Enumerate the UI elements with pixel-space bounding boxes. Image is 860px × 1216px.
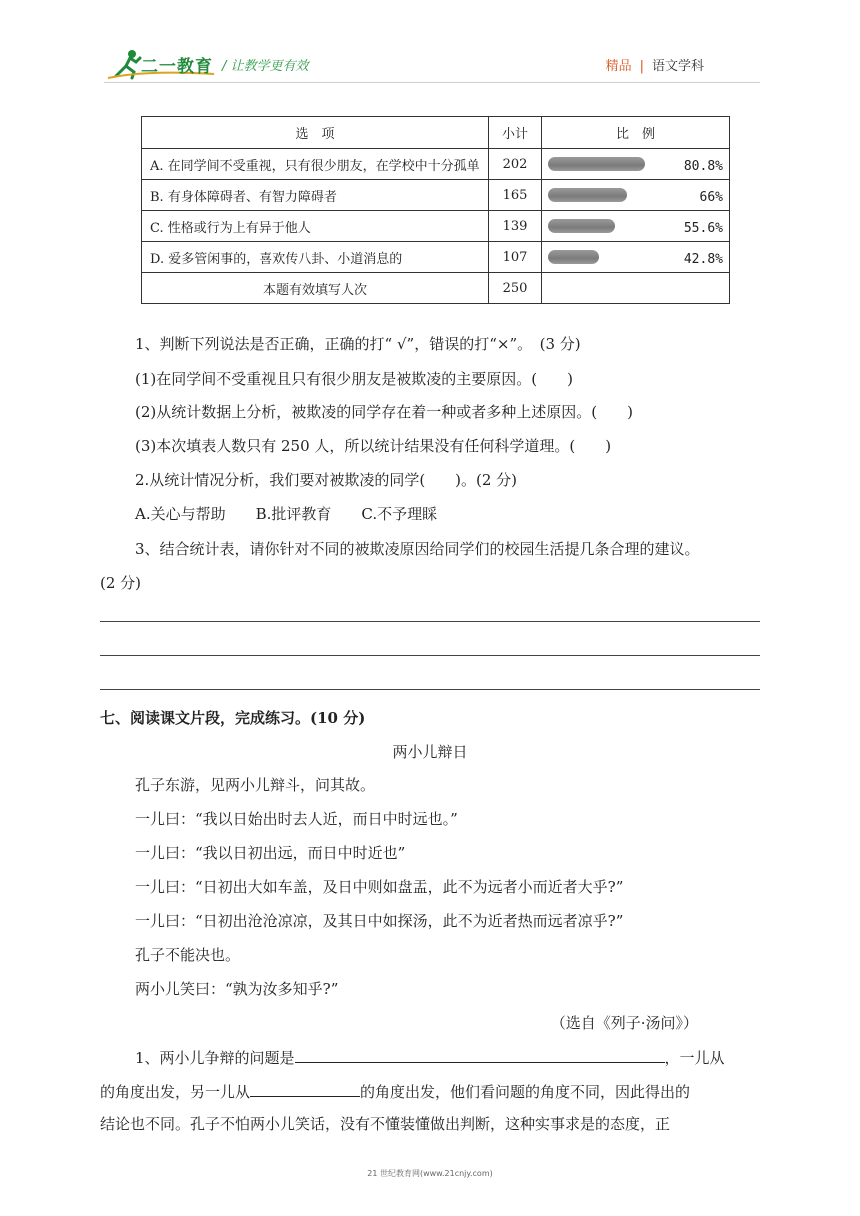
table-row	[142, 242, 730, 273]
q1-line2-part2: 的角度出发，他们看问题的角度不同，因此得出的	[360, 1083, 691, 1101]
passage-line: 孔子东游，见两小儿辩斗，问其故。	[135, 776, 376, 794]
passage-line: 一儿曰：“我以日初出远，而日中时近也”	[135, 844, 406, 862]
ratio-bar	[548, 219, 615, 233]
count-cell: 107	[489, 242, 542, 273]
table-total-row	[142, 273, 730, 304]
passage-line: 一儿曰：“日初出大如车盖，及日中则如盘盂，此不为远者小而近者大乎?”	[135, 878, 624, 896]
passage-line: 孔子不能决也。	[135, 946, 241, 964]
table-header-row	[142, 117, 730, 149]
col-header-ratio: 比 例	[542, 117, 730, 149]
subject-label: 语文学科	[651, 59, 704, 74]
ratio-percent: 66%	[699, 190, 723, 205]
question-3-line1: 3、结合统计表，请你针对不同的被欺凌原因给同学们的校园生活提几条合理的建议。	[135, 540, 700, 558]
ratio-cell	[542, 180, 730, 211]
option-cell: B. 有身体障碍者、有智力障碍者	[142, 180, 489, 211]
passage-title: 两小儿辩日	[392, 743, 468, 761]
header-separator: |	[639, 59, 644, 74]
answer-blank[interactable]	[250, 1080, 360, 1097]
question-3-line2: (2 分)	[100, 574, 142, 592]
col-header-count: 小计	[489, 117, 542, 149]
q1-text-part2: ，一儿从	[664, 1049, 725, 1067]
question-1-1: (1)在同学间不受重视且只有很少朋友是被欺凌的主要原因。( )	[135, 370, 573, 388]
header-right	[606, 55, 704, 74]
option-cell: A. 在同学间不受重视，只有很少朋友，在学校中十分孤单	[142, 149, 489, 180]
option-cell: C. 性格或行为上有异于他人	[142, 211, 489, 242]
ratio-percent: 80.8%	[683, 159, 723, 174]
question-1-2: (2)从统计数据上分析，被欺凌的同学存在着一种或者多种上述原因。( )	[135, 403, 633, 421]
question-1: 1、判断下列说法是否正确，正确的打“ √”，错误的打“×”。 (3 分)	[135, 335, 581, 353]
answer-line	[100, 689, 760, 690]
table-row	[142, 180, 730, 211]
q1-line2-part1: 的角度出发，另一儿从	[100, 1083, 251, 1101]
ratio-bar	[548, 250, 599, 264]
section-7-question-1-line3: 结论也不同。孔子不怕两小儿笑话，没有不懂装懂做出判断，这种实事求是的态度，正	[100, 1115, 671, 1133]
table-row	[142, 149, 730, 180]
question-2: 2.从统计情况分析，我们要对被欺凌的同学( )。(2 分)	[135, 471, 518, 489]
ratio-percent: 55.6%	[683, 221, 723, 236]
slogan: / 让教学更有效	[222, 59, 309, 74]
section-7-heading: 七、阅读课文片段，完成练习。(10 分)	[100, 709, 366, 727]
count-cell: 202	[489, 149, 542, 180]
answer-line	[100, 655, 760, 656]
option-cell: D. 爱多管闲事的，喜欢传八卦、小道消息的	[142, 242, 489, 273]
section-7-question-1	[135, 1046, 725, 1068]
ratio-cell	[542, 149, 730, 180]
ratio-bar	[548, 188, 627, 202]
survey-stats-table	[141, 116, 730, 304]
question-2-options: A.关心与帮助 B.批评教育 C.不予理睬	[135, 505, 438, 523]
ratio-bar	[548, 157, 645, 171]
total-label: 本题有效填写人次	[142, 273, 489, 304]
count-cell: 165	[489, 180, 542, 211]
logo-text: 二一教育	[141, 57, 213, 77]
total-empty-cell	[542, 273, 730, 304]
answer-line	[100, 621, 760, 622]
section-7-question-1-line2	[100, 1080, 690, 1102]
passage-line: 两小儿笑曰：“孰为汝多知乎?”	[135, 980, 339, 998]
answer-blank[interactable]	[295, 1046, 665, 1063]
count-cell: 139	[489, 211, 542, 242]
quality-badge: 精品	[605, 59, 632, 74]
total-value: 250	[489, 273, 542, 304]
table-row	[142, 211, 730, 242]
col-header-option: 选 项	[142, 117, 489, 149]
passage-line: 一儿曰：“我以日始出时去人近，而日中时远也。”	[135, 810, 458, 828]
header-divider	[104, 82, 760, 83]
ratio-percent: 42.8%	[683, 252, 723, 267]
passage-line: 一儿曰：“日初出沧沧凉凉，及其日中如探汤，此不为近者热而远者凉乎?”	[135, 912, 624, 930]
page-footer: 21 世纪教育网(www.21cnjy.com)	[367, 1169, 493, 1178]
passage-source: （选自《列子·汤问》）	[550, 1014, 698, 1032]
question-1-3: (3)本次填表人数只有 250 人，所以统计结果没有任何科学道理。( )	[135, 437, 612, 455]
ratio-cell	[542, 242, 730, 273]
q1-text-part1: 1、两小儿争辩的问题是	[135, 1049, 295, 1067]
ratio-cell	[542, 211, 730, 242]
